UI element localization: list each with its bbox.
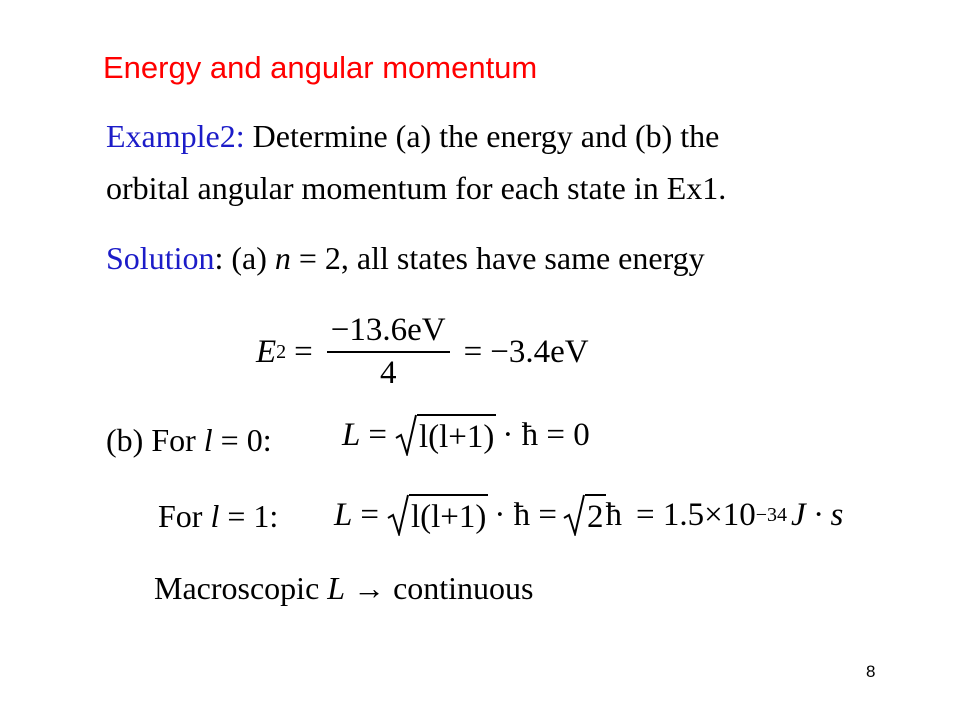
example-line-2: orbital angular momentum for each state in Ex1. <box>106 170 727 206</box>
equation-l1 <box>334 494 843 536</box>
sqrt-symbol-icon <box>387 494 409 536</box>
example-text: Determine (a) the energy and (b) the <box>252 118 720 154</box>
page-number: 8 <box>866 662 876 681</box>
energy-result: −3.4eV <box>490 333 589 370</box>
sqrt-l0 <box>395 414 496 456</box>
solution-colon: : <box>214 240 224 276</box>
part-b-label <box>106 422 272 459</box>
solution-a-suffix: = 2, all states have same energy <box>290 240 705 276</box>
solution-label: Solution <box>106 240 215 276</box>
sqrt-symbol-icon <box>563 494 585 536</box>
l1-units: J · s <box>791 496 844 533</box>
energy-eq1: = <box>294 333 313 370</box>
energy-eq2: = <box>463 333 483 370</box>
energy-denominator: 4 <box>379 355 397 391</box>
l1-mid: · ħ = <box>494 496 558 533</box>
l0-radicand: l(l+1) <box>417 414 496 456</box>
l1-value: = 1.5×10 <box>636 496 756 533</box>
l0-lhs: L <box>342 416 361 453</box>
energy-lhs-sub: 2 <box>276 340 287 363</box>
part-b-suffix: = 0: <box>212 422 272 458</box>
solution-a-prefix: (a) <box>231 240 275 276</box>
l0-tail: · ħ = 0 <box>502 416 590 453</box>
sqrt-2 <box>563 494 606 536</box>
part-b-l: l <box>203 422 213 458</box>
part-b-prefix: (b) For <box>106 422 204 458</box>
for-l1-prefix: For <box>158 498 211 534</box>
l1-eq: = <box>360 496 379 533</box>
root-2-value: 2 <box>585 494 606 536</box>
l1-radicand: l(l+1) <box>409 494 488 536</box>
l1-hbar: ħ <box>605 496 623 533</box>
energy-lhs: E <box>256 333 277 370</box>
l1-exponent: −34 <box>755 503 788 526</box>
l1-lhs: L <box>334 496 353 533</box>
macroscopic-line <box>154 570 534 607</box>
equation-l0 <box>342 414 590 456</box>
example-line-1 <box>106 118 719 155</box>
sqrt-l1 <box>387 494 488 536</box>
energy-equation <box>256 312 589 392</box>
slide-title: Energy and angular momentum <box>103 50 538 85</box>
l0-eq: = <box>368 416 387 453</box>
for-l1-suffix: = 1: <box>219 498 279 534</box>
solution-n: n <box>274 240 291 276</box>
sqrt-symbol-icon <box>395 414 417 456</box>
example-label: Example2: <box>106 118 245 154</box>
macro-prefix: Macroscopic <box>154 570 328 606</box>
macro-l: L <box>327 570 346 606</box>
energy-numerator: −13.6eV <box>330 312 446 348</box>
for-l1-label <box>158 498 278 535</box>
energy-fraction <box>327 312 450 392</box>
solution-line <box>106 240 705 277</box>
macro-suffix: → continuous <box>345 570 534 606</box>
for-l1-l: l <box>210 498 220 534</box>
